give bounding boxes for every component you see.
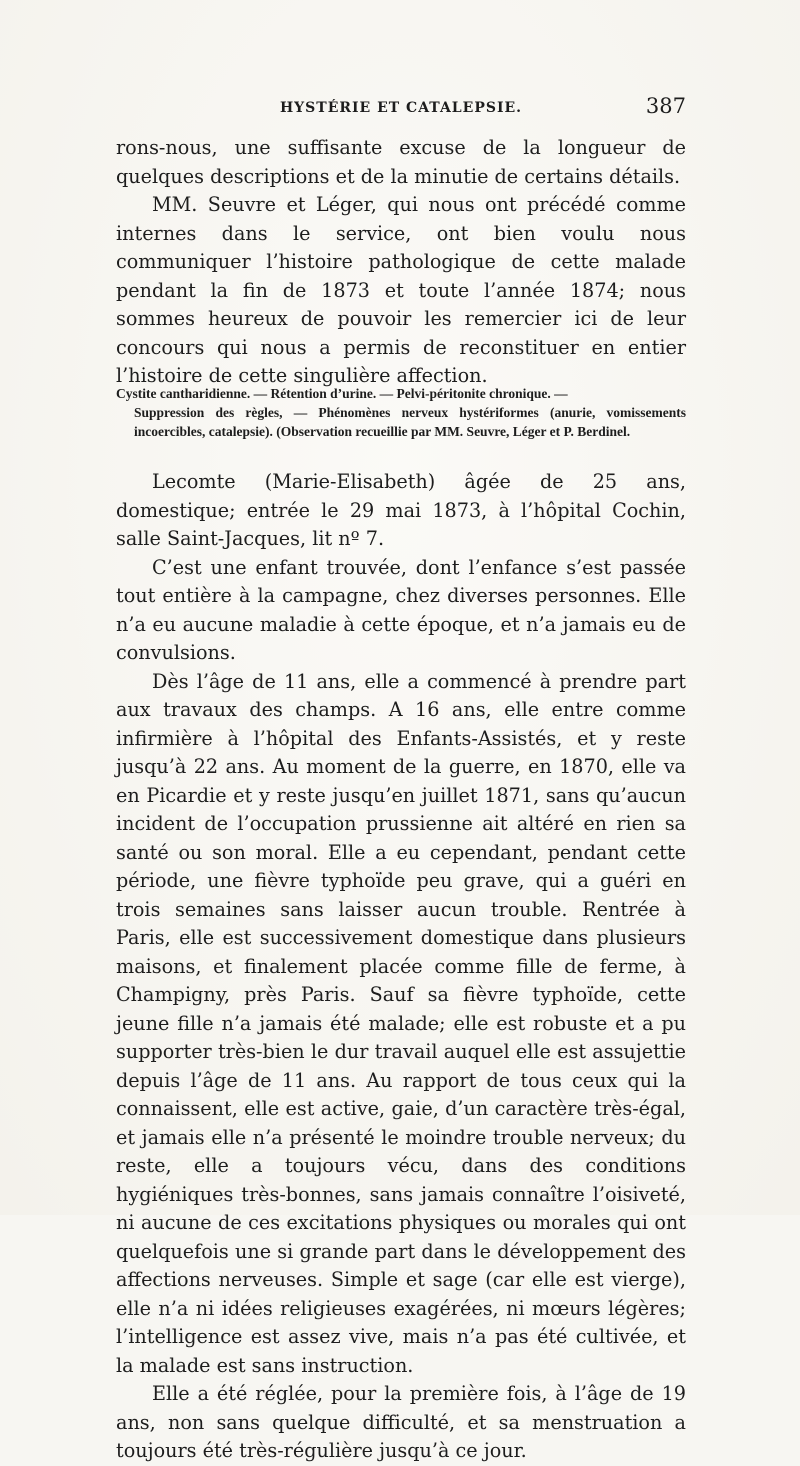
observation-paragraph-1: Lecomte (Marie-Elisabeth) âgée de 25 ans, domestique; entrée le 29 mai 1873, à l’hôpital Cochin, salle Saint-Jacques, lit nº 7. [116,470,686,550]
observation-section [116,468,686,1466]
case-summary-rest: Suppression des règles, — Phénomènes nerveux hystériformes (anurie, vomissements incoercibles, catalepsie). (Observation recueillie par MM. Seuvre, Léger et P. Berdinel. [134,405,686,439]
page-number: 387 [645,94,686,118]
case-summary [116,384,686,441]
intro-section [116,134,686,391]
observation-paragraph-2: C’est une enfant trouvée, dont l’enfance s’est passée tout entière à la campagne, chez diverses personnes. Elle n’a eu aucune maladie à cette époque, et n’a jamais eu de convulsions. [116,555,686,664]
case-summary-line-1: Cystite cantharidienne. — Rétention d’urine. — Pelvi-péritonite chronique. — [116,386,568,401]
running-title: HYSTÉRIE ET CATALEPSIE. [279,100,523,116]
intro-paragraph-2: MM. Seuvre et Léger, qui nous ont précédé comme internes dans le service, ont bien voulu nous communiquer l’histoire pathologique de cette malade pendant la fin de 1873 et toute l’année 1874; nous sommes heureux de pouvoir les remercier ici de leur concours qui nous a permis de reconstituer en entier l’histoire de cette singulière affection. [116,193,686,387]
observation-paragraph-4: Elle a été réglée, pour la première fois, à l’âge de 19 ans, non sans quelque difficulté, et sa menstruation a toujours été très-régulière jusqu’à ce jour. [116,1382,686,1462]
observation-paragraph-3: Dès l’âge de 11 ans, elle a commencé à prendre part aux travaux des champs. A 16 ans, elle entre comme infirmière à l’hôpital des Enfants-Assistés, et y reste jusqu’à 22 ans. Au moment de la guerre, en 1870, elle va en Picardie et y reste jusqu’en juillet 1871, sans qu’aucun incident de l’occupation prussienne ait altéré en rien sa santé ou son moral. Elle a eu cependant, pendant cette période, une fièvre typhoïde peu grave, qui a guéri en trois semaines sans laisser aucun trouble. Rentrée à Paris, elle est successivement domestique dans plusieurs maisons, et finalement placée comme fille de ferme, à Champigny, près Paris. Sauf sa fièvre typhoïde, cette jeune fille n’a jamais été malade; elle est robuste et a pu supporter très-bien le dur travail auquel elle est assujettie depuis l’âge de 11 ans. Au rapport de tous ceux qui la connaissent, elle est active, gaie, d’un caractère très-égal, et jamais elle n’a présenté le moindre trouble nerveux; du reste, elle a toujours vécu, dans des conditions hygiéniques très-bonnes, sans jamais connaître l’oisiveté, ni aucune de ces excitations physiques ou morales qui ont quelquefois une si grande part dans le développement des affections nerveuses. Simple et sage (car elle est vierge), elle n’a ni idées religieuses exagérées, ni mœurs légères; l’intelligence est assez vive, mais n’a pas été cultivée, et la malade est sans instruction. [116,669,686,1377]
page-header [116,94,686,124]
intro-paragraph-1: rons-nous, une suffisante excuse de la longueur de quelques descriptions et de la minutie de certains détails. [116,136,686,188]
